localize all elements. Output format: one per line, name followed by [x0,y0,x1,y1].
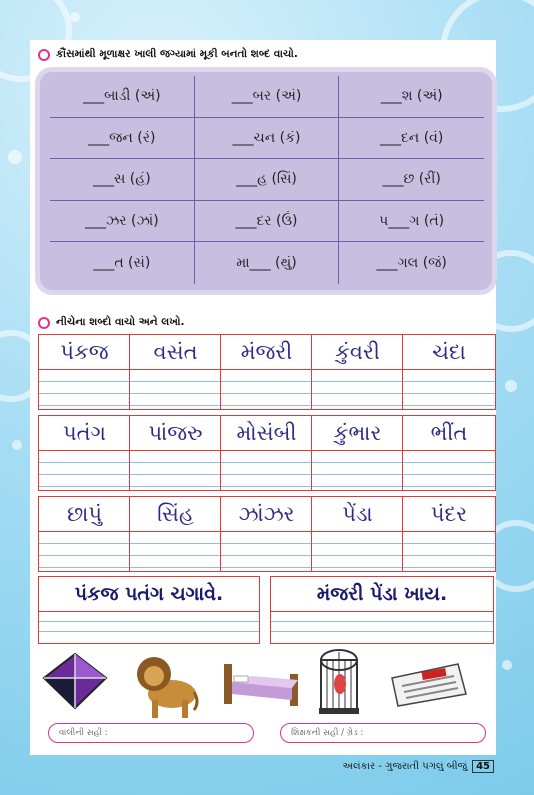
fill-cell: ___શ (અં) [339,76,484,118]
book-title: અલંકાર - ગુજરાતી પગલું બીજું [342,761,468,772]
page-number: 45 [472,760,494,773]
practice-word: સિંહ [157,501,194,526]
practice-word: મોસંબી [236,420,297,445]
fill-cell: ___બાડી (અં) [50,76,195,118]
practice-word: પેંડા [342,501,373,526]
practice-word: પાંજરુ [148,420,203,445]
fill-cell: ___દન (વં) [339,118,484,160]
fill-cell: ___દર (ઉં) [195,201,340,243]
bullet-ring-icon [38,49,50,61]
page-footer [342,760,494,773]
fill-cell: ___હ (સિં) [195,159,340,201]
fill-cell: મા___ (થું) [195,242,340,284]
section2-instruction [38,316,184,329]
teacher-signature-field[interactable]: શિક્ષકની સહી / ગ્રેડ : [280,723,486,743]
birdcage-image [314,646,364,718]
fill-cell: ___બર (અં) [195,76,340,118]
practice-word: છાપું [66,501,102,526]
fill-cell: ___ઝર (ઝાં) [50,201,195,243]
practice-word: વસંત [153,339,198,364]
practice-word: ભીંત [430,420,468,445]
writing-box-row-3 [38,496,496,572]
fill-cell: ___ગલ (જં) [376,255,447,272]
practice-word: ઝાંઝર [238,501,295,526]
fill-cell: પ___ગ (તં) [339,201,484,243]
bullet-ring-icon [38,317,50,329]
fill-cell: ___સ (હં) [50,159,195,201]
writing-box-row-2 [38,415,496,491]
practice-word: ચંદા [432,339,466,364]
section2-instruction-text: નીચેના શબ્દો વાચો અને લખો. [56,316,185,328]
practice-sentence: પંકજ પતંગ ચગાવે. [74,583,224,605]
practice-word: પંદર [430,501,468,526]
fill-cell: ___જન (રં) [50,118,195,160]
practice-word: પંકજ [60,339,109,364]
writing-box-row-1 [38,334,496,410]
sentence-box-2 [270,576,494,644]
sentence-box-1 [38,576,260,644]
practice-word: મંજરી [240,339,293,364]
section1-instruction [38,48,298,61]
fill-cell: ___ત (સં) [50,242,195,284]
kite-image [40,650,110,712]
newspaper-image [388,660,468,710]
bed-image [222,660,302,710]
practice-sentence: મંજરી પેંડા ખાય. [316,583,448,605]
lion-image [132,650,200,722]
practice-word: પતંગ [63,420,106,445]
practice-word: કુંભાર [333,420,382,445]
fill-cell: ___છ (રીં) [339,159,484,201]
section1-instruction-text: કૌંસમાંથી મૂળાક્ષર ખાલી જગ્યામાં મૂકી બનતો શબ્દ વાચો. [56,48,298,60]
fill-cell: ___ચન (કં) [195,118,340,160]
fill-in-grid [50,76,484,284]
practice-word: કુંવરી [335,339,380,364]
parent-signature-field[interactable]: વાલીની સહી : [48,723,254,743]
